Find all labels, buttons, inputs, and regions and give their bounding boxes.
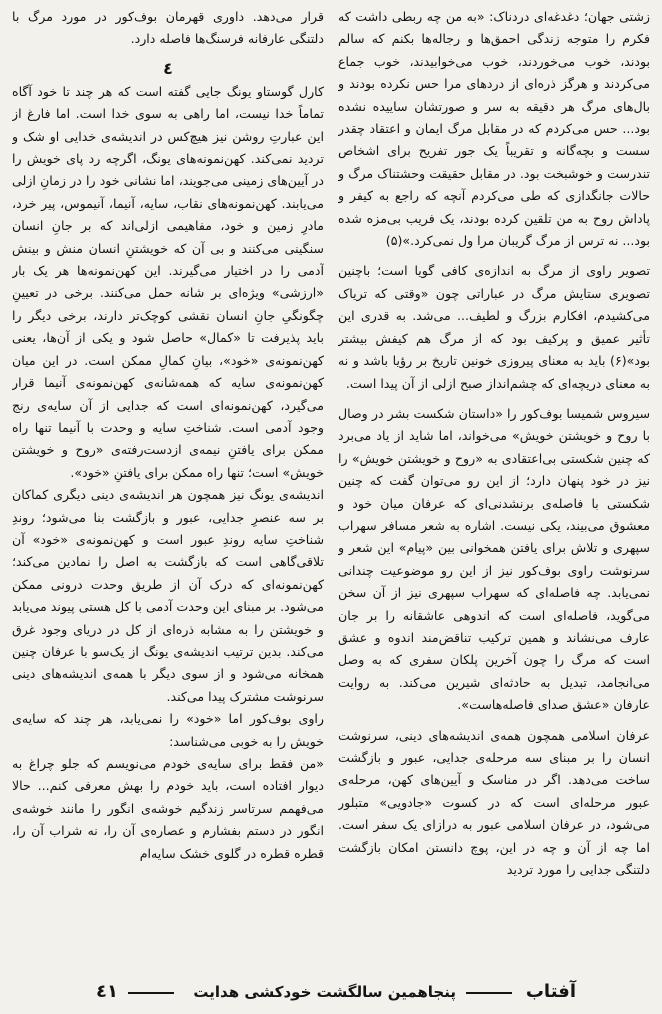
section-number: ٤	[163, 58, 173, 78]
paragraph-gap	[338, 717, 650, 725]
paragraph-gap	[338, 252, 650, 260]
paragraph: اندیشه‌ی یونگ نیز همچون هر اندیشه‌ی دینی دیگری کماکان بر سه عنصرِ جدایی، عبور و بازگشت بنا می‌شود؛ روندِ شناختِ سایه روندِ عبور است و کهن‌نمونه‌ی «خود» آن تلاقی‌گاهی است که بازگشت به اصل را نمادین می‌کند؛ کهن‌نمونه‌ای که درک آن از طریق وحدت درونی ممکن می‌شود. بر مبنای این وحدت آدمی با کل هستی پیوند می‌یابد و خویشتن را به مشابه ذره‌ای از کل در دریای وجود غرق می‌کند. بدین ترتیب اندیشه‌ی یونگ از یک‌سو با عرفان چنین همخانه می‌شود و از سوی دیگر با همه‌ی اندیشه‌های دینی سرنوشت مشترک پیدا می‌کند.	[12, 487, 324, 704]
paragraph-gap	[338, 395, 650, 403]
paragraph: سیروس شمیسا بوف‌کور را «داستان شکست بشر در وصال با روح و خویشتن خویش» می‌خواند، اما شاید از یاد می‌برد که چنین شکستی بی‌اعتقادی به «روح و خویشتن خویش» را نیز در خود پنهان دارد؛ از این رو می‌توان گفت که چنین شکستی با فاصله‌ی برنشدنی‌ای که عرفان میان خود و معشوق می‌بیند، یکی نیست. اشاره به شعر مسافر سهراب سپهری و تلاش برای یافتن همخوانی بین «پیام» این شعر و سرنوشت راوی بوف‌کور نیز از این رو موضوعیت چندانی نمی‌یابد. چه فاصله‌ای که سهراب سپهری نیز از آن سخن می‌گوید، فاصله‌ای است که اندوهی عاشقانه را بر جان عارف می‌نشاند و همین ترکیب تناقض‌مند اندوه و عشق است که مرگ را چون آخرین پلکان سفری که به وصل می‌انجامد، تبدیل به حادثه‌ای شیرین می‌کند. به روایت عارفان «عشق صدای فاصله‌هاست».	[338, 405, 650, 713]
left-column	[12, 6, 324, 974]
paragraph: زشتی جهان؛ دغدغه‌ای دردناک: «به من چه ربطی داشت که فکرم را متوجه زندگی احمق‌ها و رجاله‌ها بکنم که سالم بودند، خوب می‌خوردند، خوب می‌خوابیدند، خوب جماع می‌کردند و هرگز ذره‌ای از دردهای مرا حس نکرده بودند و بال‌های مرگ هر دقیقه به سر و صورتشان ساییده نشده بود... حس می‌کردم که در مقابل مرگ ایمان و اعتقاد چقدر سست و بچه‌گانه و تقریباً یک جور تفریح برای اشخاص تندرست و خوشبخت بود. در مقابل حقیقت وحشتناک مرگ و حالات جانگدازی که طی می‌کردم آنچه که راجع به کیفر و پاداش روح به من تلقین کرده بودند، یک فریب بی‌مزه شده بود... نه ترس از مرگ گریبان مرا ول نمی‌کرد.»(۵)	[338, 9, 650, 249]
issue-title: پنجاهمین سالگشت خودکشی هدایت	[193, 983, 456, 1001]
paragraph: کارل گوستاو یونگ جایی گفته است که هر چند تا خود آگاه تماماً خدا نیست، اما راهی به سوی خدا است. اما فارغ از این عبارتِ روشن نیز هیچ‌کس در اندیشه‌ی خدایی او شک و تردید نمی‌کند. کهن‌نمونه‌های یونگ، اگرچه رد پای خویش را در آیین‌های زمینی می‌جویند، اما نشانی خود را در زمانِ ازلی می‌یابند. کهن‌نمونه‌های نقاب، سایه، آنیما، آنیموس، پیر خرد، مادرِ زمین و خود، مفاهیمی ازلی‌اند که بر جانِ انسان سنگینی می‌کنند و بی آن که خویشتنِ انسان منش و بینش آدمی را در اختیار می‌گیرند. این کهن‌نمونه‌ها هر یک بار «ارزشی» ویژه‌ای بر شانه حمل می‌کنند. برخی در تعیینِ چگونگیِ جانِ انسان نقشی کوچک‌تر دارند، برخی دیگر را باید پذیرفت تا «کمال» حاصل شود و یکی از آن‌ها، یعنی کهن‌نمونه‌ی «خود»، بیانِ کمالِ ممکن است. در این میان کهن‌نمونه‌ی سایه که همه‌شانه‌ی کهن‌نمونه‌ی آنیما قرار می‌گیرد، کهن‌نمونه‌ای است که جدایی از آن سایه‌ی رنج وجود آدمی است. شناختِ سایه و وحدت با آنیما تنها راه ممکن برای یافتنِ نیمه‌ی ازدست‌رفته‌ی «روح و خویشتن خویش» است؛ تنها راه ممکن برای یافتنِ «خود».	[12, 83, 324, 480]
magazine-name: آفتاب	[525, 981, 576, 1002]
block-quote: «من فقط برای سایه‌ی خودم می‌نویسم که جلو چراغ به دیوار افتاده است، باید خودم را بهش معرفی کنم... حالا می‌فهمم سرتاسر زندگیم خوشه‌ی انگور را مانند خوشه‌ی انگور در دستم بفشارم و عصاره‌ی آن را، نه شراب آن را، قطره قطره در گلوی خشک سایه‌ام	[12, 756, 324, 861]
footer-divider	[466, 992, 512, 994]
page-number: ٤١	[96, 981, 118, 1002]
paragraph: تصویر راوی از مرگ به اندازه‌ی کافی گویا است؛ باچنین تصویری ستایش مرگ در عباراتی چون «وقتی که تریاک می‌کشیدم، افکارم بزرگ و لطیف... می‌شد. به قدری این تأثیر عمیق و پرکیف بود که از مرگ هم کیفش بیشتر بود»(۶) باید به معنای پیروزی خونین تاریخ بر رؤیا باشد و نه به معنای دریچه‌ای که چشم‌انداز صبح ازلی از آن پیدا است.	[338, 263, 650, 391]
right-column	[338, 6, 650, 974]
paragraph: قرار می‌دهد. داوری قهرمان بوف‌کور در مورد مرگ با دلتنگی عارفانه فرسنگ‌ها فاصله دارد.	[12, 9, 324, 47]
paragraph: راوی بوف‌کور اما «خود» را نمی‌یابد، هر چند که سایه‌ی خویش را به خوبی می‌شناسد:	[12, 711, 324, 749]
page-footer	[0, 978, 662, 1008]
footer-divider	[128, 992, 174, 994]
paragraph: عرفان اسلامی همچون همه‌ی اندیشه‌های دینی، سرنوشت انسان را بر مبنای سه مرحله‌ی جدایی، عبور و بازگشت ساخت می‌دهد. اگر در مناسک و آیین‌های کهن، مرحله‌ی عبور مرحله‌ای است که در کسوت «جادویی» متبلور می‌شود، در عرفان اسلامی عبور به درازای یک سفر است. اما چه از آن و چه در این، پوچ دانستن امکان بازگشت دلتنگی جدایی را مورد تردید	[338, 727, 650, 878]
